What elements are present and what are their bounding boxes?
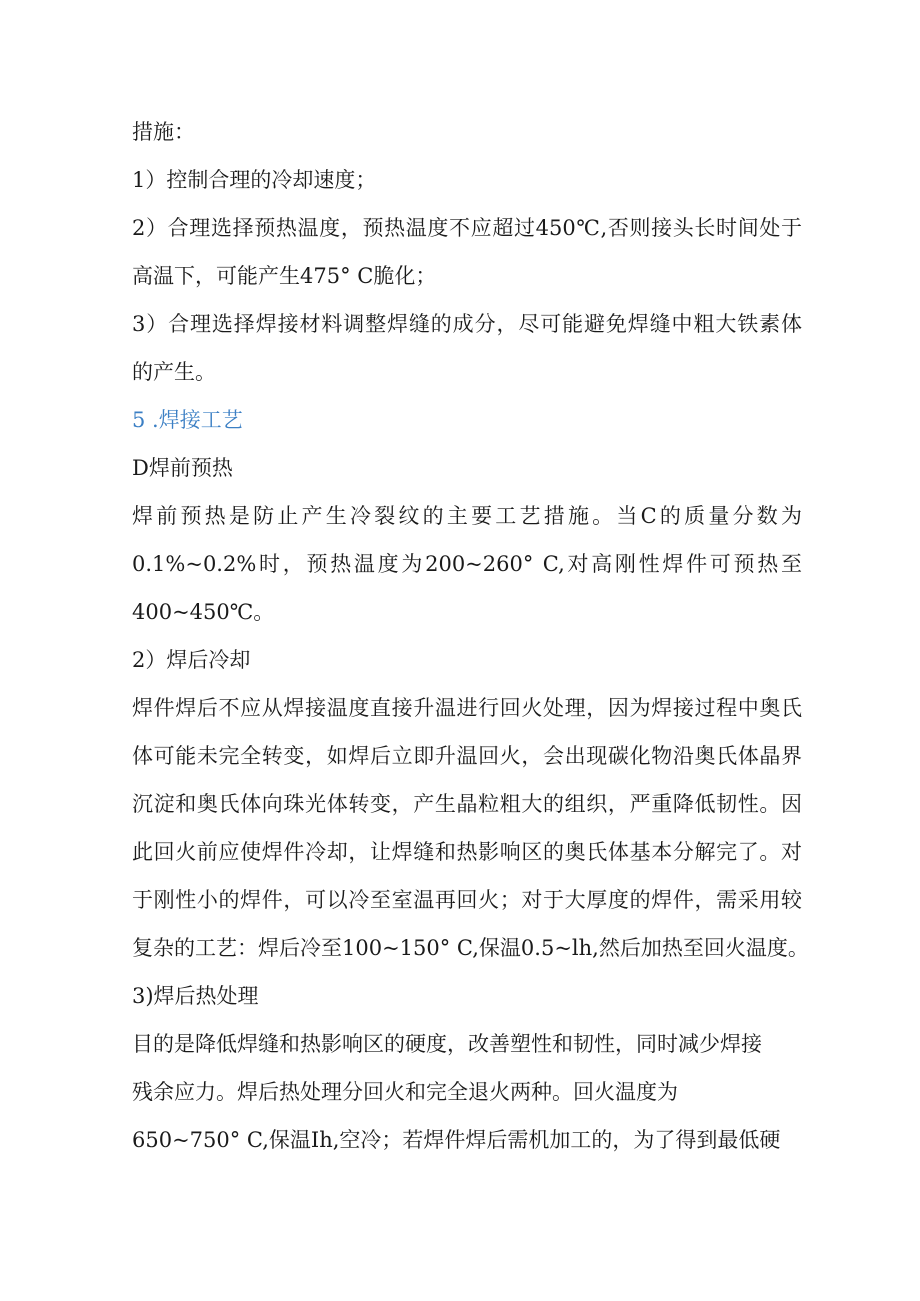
measure-item-2-line-1: 2）合理选择预热温度，预热温度不应超过450℃,否则接头长时间处于 — [132, 216, 802, 240]
subheading-post-weld-cooling: 2）焊后冷却 — [132, 648, 251, 672]
measure-item-1: 1）控制合理的冷却速度； — [132, 168, 377, 192]
preheat-text-line-1: 焊前预热是防止产生冷裂纹的主要工艺措施。当C的质量分数为 — [132, 504, 802, 528]
cooling-text-line-3: 沉淀和奥氏体向珠光体转变，产生晶粒粗大的组织，严重降低韧性。因 — [132, 792, 802, 816]
measure-item-3-line-2: 的产生。 — [132, 360, 216, 384]
cooling-text-line-4: 此回火前应使焊件冷却，让焊缝和热影响区的奥氏体基本分解完了。对 — [132, 840, 802, 864]
section-heading-welding-process: 5 .焊接工艺 — [132, 408, 243, 432]
subheading-preheat: D焊前预热 — [132, 456, 233, 480]
preheat-text-line-3: 400~450℃。 — [132, 600, 275, 624]
document-body — [132, 108, 812, 1164]
paragraph-measures-label: 措施： — [132, 120, 195, 144]
preheat-text-line-2: 0.1%~0.2%时，预热温度为200~260° C,对高刚性焊件可预热至 — [132, 552, 802, 576]
cooling-text-line-5: 于刚性小的焊件，可以冷至室温再回火；对于大厚度的焊件，需采用较 — [132, 888, 802, 912]
measure-item-2-line-2: 高温下，可能产生475° C脆化； — [132, 264, 437, 288]
cooling-text-line-6: 复杂的工艺：焊后冷至100~150° C,保温0.5~lh,然后加热至回火温度。 — [132, 936, 809, 960]
measure-item-3-line-1: 3）合理选择焊接材料调整焊缝的成分，尽可能避免焊缝中粗大铁素体 — [132, 312, 802, 336]
cooling-text-line-2: 体可能未完全转变，如焊后立即升温回火，会出现碳化物沿奥氏体晶界 — [132, 744, 802, 768]
heat-treatment-text-line-2: 残余应力。焊后热处理分回火和完全退火两种。回火温度为 — [132, 1080, 678, 1104]
cooling-text-line-1: 焊件焊后不应从焊接温度直接升温进行回火处理，因为焊接过程中奥氏 — [132, 696, 802, 720]
subheading-post-weld-heat-treatment: 3)焊后热处理 — [132, 984, 259, 1008]
heat-treatment-text-line-1: 目的是降低焊缝和热影响区的硬度，改善塑性和韧性，同时减少焊接 — [132, 1032, 762, 1056]
heat-treatment-text-line-3: 650~750° C,保温Ih,空冷；若焊件焊后需机加工的，为了得到最低硬 — [132, 1128, 781, 1152]
